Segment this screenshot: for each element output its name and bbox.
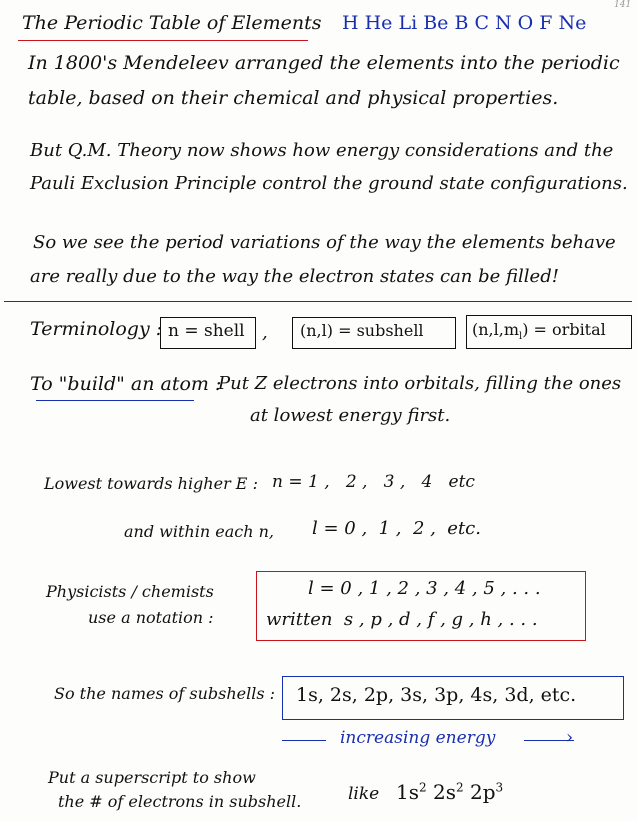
orbital-open: (n,l,m [472,320,520,339]
subshells-names: 1s, 2s, 2p, 3s, 3p, 4s, 3d, etc. [296,684,577,706]
subshells-label: So the names of subshells : [54,684,276,703]
title-underline [18,40,308,41]
notation-row-2: written s , p , d , f , g , h , . . . [266,609,538,630]
build-label: To "build" an atom : [30,373,222,395]
period-line-1: So we see the period variations of the way the elements behave [33,232,616,253]
notation-row-1: l = 0 , 1 , 2 , 3 , 4 , 5 , . . . [308,578,541,599]
build-line-2: at lowest energy first. [250,405,451,426]
config-2s-count: 2 [456,780,464,795]
config-2p-count: 3 [495,780,504,795]
build-line-1: Put Z electrons into orbitals, filling the ones [218,373,622,394]
like-label: like [348,784,380,804]
superscript-line-1: Put a superscript to show [48,768,256,787]
terminology-comma: , [262,322,268,343]
page-title: The Periodic Table of Elements [22,12,322,34]
lowest-n-values: n = 1 , 2 , 3 , 4 etc [272,472,475,492]
section-divider [4,301,632,302]
lowest-label: Lowest towards higher E : [44,474,258,493]
config-2s: 2s [433,780,456,804]
energy-arrow-left [282,740,326,741]
notation-label-2: use a notation : [88,608,214,627]
orbital-definition [472,320,606,342]
build-underline [36,400,194,401]
config-1s: 1s [396,780,419,804]
notation-label-1: Physicists / chemists [46,582,214,601]
l-values: l = 0 , 1 , 2 , etc. [312,518,481,539]
period-line-2: are really due to the way the electron states can be filled! [30,266,559,287]
shell-definition: n = shell [168,321,245,341]
orbital-subscript: l [519,331,523,343]
qm-line-2: Pauli Exclusion Principle control the ground state configurations. [30,173,628,194]
config-1s-count: 2 [419,780,427,795]
page-number: 141 [614,0,632,10]
superscript-line-2: the # of electrons in subshell. [58,792,302,811]
intro-line-1: In 1800's Mendeleev arranged the elements into the periodic [28,52,620,74]
within-label: and within each n, [124,522,274,541]
element-list: H He Li Be B C N O F Ne [342,12,587,34]
intro-line-2: table, based on their chemical and physical properties. [28,87,559,109]
arrow-right-icon: › [566,727,574,748]
orbital-close: ) = orbital [522,320,606,339]
configuration-example [396,780,503,804]
subshell-definition: (n,l) = subshell [300,321,424,340]
terminology-label: Terminology : [30,318,163,340]
increasing-energy: increasing energy [340,728,496,748]
qm-line-1: But Q.M. Theory now shows how energy considerations and the [30,140,614,161]
config-2p: 2p [470,780,496,804]
